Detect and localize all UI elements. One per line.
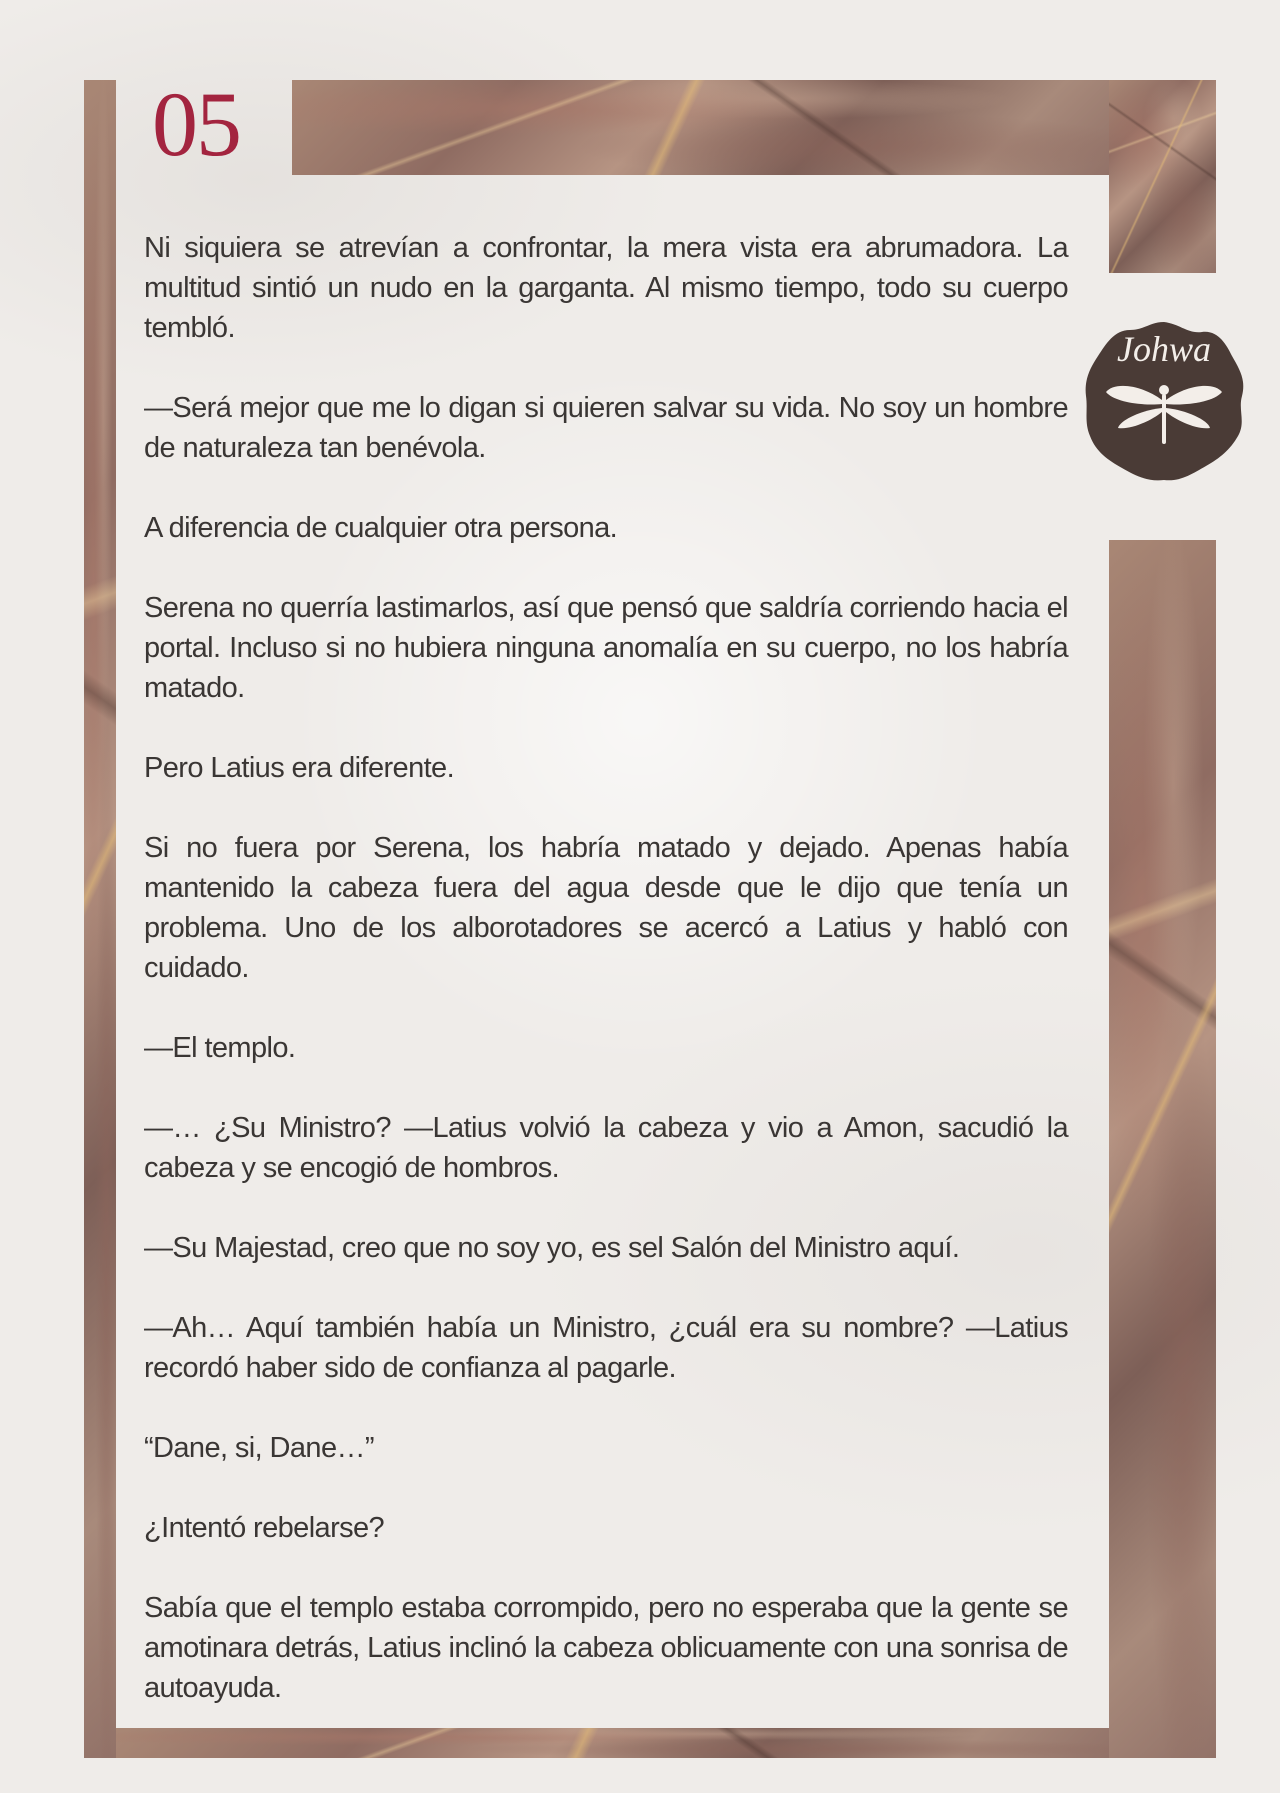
johwa-logo [1080, 318, 1248, 486]
paragraph: Si no fuera por Serena, los habría matado y dejado. Apenas había mantenido la cabeza fuera del agua desde que le dijo que tenía un problema. Uno de los alborotadores se acercó a Latius y habló con cuidado. [144, 832, 1068, 984]
paragraph: —… ¿Su Ministro? —Latius volvió la cabeza y vio a Amon, sacudió la cabeza y se encogió de hombros. [144, 1112, 1068, 1184]
document-body [144, 228, 1068, 1748]
chapter-number: 05 [152, 73, 240, 175]
logo-text: Johwa [1117, 329, 1211, 369]
paragraph: —El templo. [144, 1032, 296, 1064]
marble-frame-top [292, 80, 1109, 175]
paragraph: Serena no querría lastimarlos, así que pensó que saldría corriendo hacia el portal. Incluso si no hubiera ninguna anomalía en su cuerpo, no los habría matado. [144, 592, 1068, 704]
paragraph: Sabía que el templo estaba corrompido, pero no esperaba que la gente se amotinara detrás, Latius inclinó la cabeza oblicuamente con una sonrisa de autoayuda. [144, 1592, 1068, 1704]
marble-frame-right-top [1109, 80, 1216, 273]
paragraph: Ni siquiera se atrevían a confrontar, la mera vista era abrumadora. La multitud sintió un nudo en la garganta. Al mismo tiempo, todo su cuerpo tembló. [144, 232, 1068, 344]
paragraph: ¿Intentó rebelarse? [144, 1512, 385, 1544]
paragraph: —Su Majestad, creo que no soy yo, es sel Salón del Ministro aquí. [144, 1232, 960, 1264]
marble-frame-right-bottom [1109, 540, 1216, 1758]
paragraph: —Ah… Aquí también había un Ministro, ¿cuál era su nombre? —Latius recordó haber sido de confianza al pagarle. [144, 1312, 1068, 1384]
paragraph: A diferencia de cualquier otra persona. [144, 512, 618, 544]
paragraph: —Será mejor que me lo digan si quieren salvar su vida. No soy un hombre de naturaleza tan benévola. [144, 392, 1068, 464]
marble-frame-left [84, 80, 116, 1758]
paragraph: “Dane, si, Dane…” [144, 1432, 374, 1464]
paragraph: Pero Latius era diferente. [144, 752, 455, 784]
